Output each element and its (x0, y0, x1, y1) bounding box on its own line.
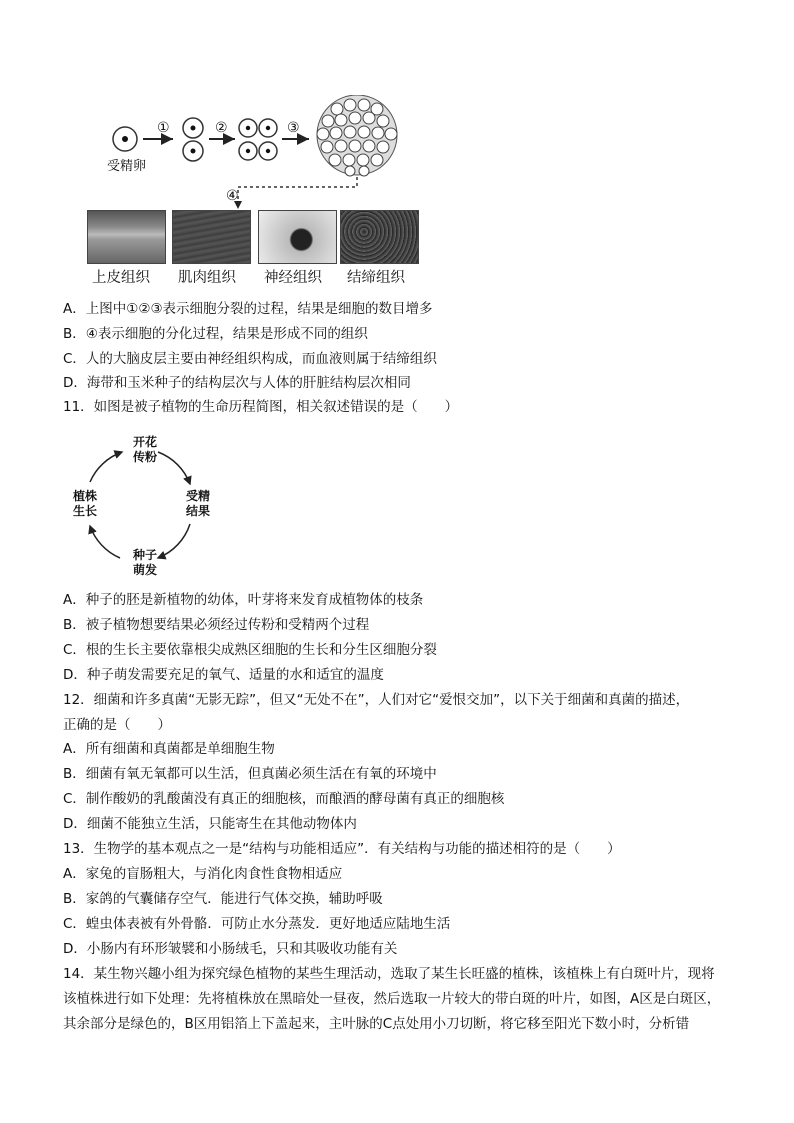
cycle-flowering-line2: 传粉 (132, 450, 157, 464)
q12-stem-line2: 正确的是（ ） (63, 717, 171, 733)
fertilized-egg-label: 受精卵 (107, 159, 147, 174)
epithelial-tissue-image (87, 210, 166, 264)
q13-option-c: C．蝗虫体表被有外骨骼．可防止水分蒸发．更好地适应陆地生活 (63, 916, 451, 932)
cycle-germination-line2: 萌发 (132, 563, 157, 577)
q10-option-d: D．海带和玉米种子的结构层次与人体的肝脏结构层次相同 (63, 375, 411, 391)
step-1-label: ① (157, 120, 170, 136)
muscle-tissue-label: 肌肉组织 (178, 270, 236, 286)
q13-option-b: B．家鸽的气囊储存空气．能进行气体交换，辅助呼吸 (63, 891, 383, 907)
q12-option-d: D．细菌不能独立生活，只能寄生在其他动物体内 (63, 816, 357, 832)
q11-option-c: C．根的生长主要依靠根尖成熟区细胞的生长和分生区细胞分裂 (63, 642, 437, 658)
muscle-tissue-image (172, 210, 251, 264)
cycle-growth-line2: 生长 (72, 504, 97, 518)
q11-stem: 11．如图是被子植物的生命历程简图，相关叙述错误的是（ ） (63, 399, 459, 415)
connective-tissue-image (340, 210, 419, 264)
q11-option-d: D．种子萌发需要充足的氧气、适量的水和适宜的温度 (63, 667, 384, 683)
epithelial-tissue-label: 上皮组织 (92, 270, 150, 286)
step-2-label: ② (215, 120, 228, 136)
q13-option-d: D．小肠内有环形皱襞和小肠绒毛，只和其吸收功能有关 (63, 941, 398, 957)
nerve-tissue-label: 神经组织 (264, 270, 322, 286)
cycle-growth (65, 489, 105, 519)
cycle-growth-line1: 植株 (72, 489, 97, 503)
connective-tissue-label: 结缔组织 (347, 270, 405, 286)
cycle-fertilization-line1: 受精 (185, 489, 210, 503)
step-4-label: ④ (226, 188, 239, 204)
cycle-flowering (125, 435, 165, 465)
q13-stem: 13．生物学的基本观点之一是“结构与功能相适应”．有关结构与功能的描述相符的是（ ） (63, 841, 621, 857)
q12-option-a: A．所有细菌和真菌都是单细胞生物 (63, 741, 275, 757)
q11-option-b: B．被子植物想要结果必须经过传粉和受精两个过程 (63, 617, 370, 633)
q11-option-a: A．种子的胚是新植物的幼体，叶芽将来发育成植物体的枝条 (63, 592, 424, 608)
q12-option-b: B．细菌有氧无氧都可以生活，但真菌必须生活在有氧的环境中 (63, 766, 437, 782)
q14-line3: 其余部分是绿色的，B区用铝箔上下盖起来，主叶脉的C点处用小刀切断，将它移至阳光下数小时，分析错 (63, 1016, 690, 1032)
q14-line1: 14．某生物兴趣小组为探究绿色植物的某些生理活动，选取了某生长旺盛的植株，该植株上有白斑叶片，现将 (63, 966, 715, 982)
step-3-label: ③ (287, 120, 300, 136)
q10-option-c: C．人的大脑皮层主要由神经组织构成，而血液则属于结缔组织 (63, 351, 437, 367)
four-cell-stage (239, 119, 277, 160)
q13-option-a: A．家兔的盲肠粗大，与消化肉食性食物相适应 (63, 866, 343, 882)
q12-stem-line1: 12．细菌和许多真菌“无影无踪”，但又“无处不在”，人们对它“爱恨交加”，以下关于细菌和真菌的描述， (63, 692, 690, 708)
cycle-flowering-line1: 开花 (132, 435, 157, 449)
plant-life-cycle-diagram (70, 432, 220, 582)
q10-option-a: A．上图中①②③表示细胞分裂的过程，结果是细胞的数目增多 (63, 301, 433, 317)
cycle-fertilization (178, 489, 218, 519)
q10-option-b: B．④表示细胞的分化过程，结果是形成不同的组织 (63, 326, 368, 342)
cycle-germination (125, 548, 165, 578)
q12-option-c: C．制作酸奶的乳酸菌没有真正的细胞核，而酿酒的酵母菌有真正的细胞核 (63, 791, 505, 807)
cycle-germination-line1: 种子 (132, 548, 157, 562)
cycle-fertilization-line2: 结果 (185, 504, 210, 518)
nerve-tissue-image (258, 210, 337, 264)
two-cell-stage (183, 118, 203, 161)
q14-line2: 该植株进行如下处理：先将植株放在黑暗处一昼夜，然后选取一片较大的带白斑的叶片，如图，A区是白斑区， (63, 991, 721, 1007)
cell-mass (317, 95, 397, 176)
fertilized-egg-cell (113, 127, 137, 151)
